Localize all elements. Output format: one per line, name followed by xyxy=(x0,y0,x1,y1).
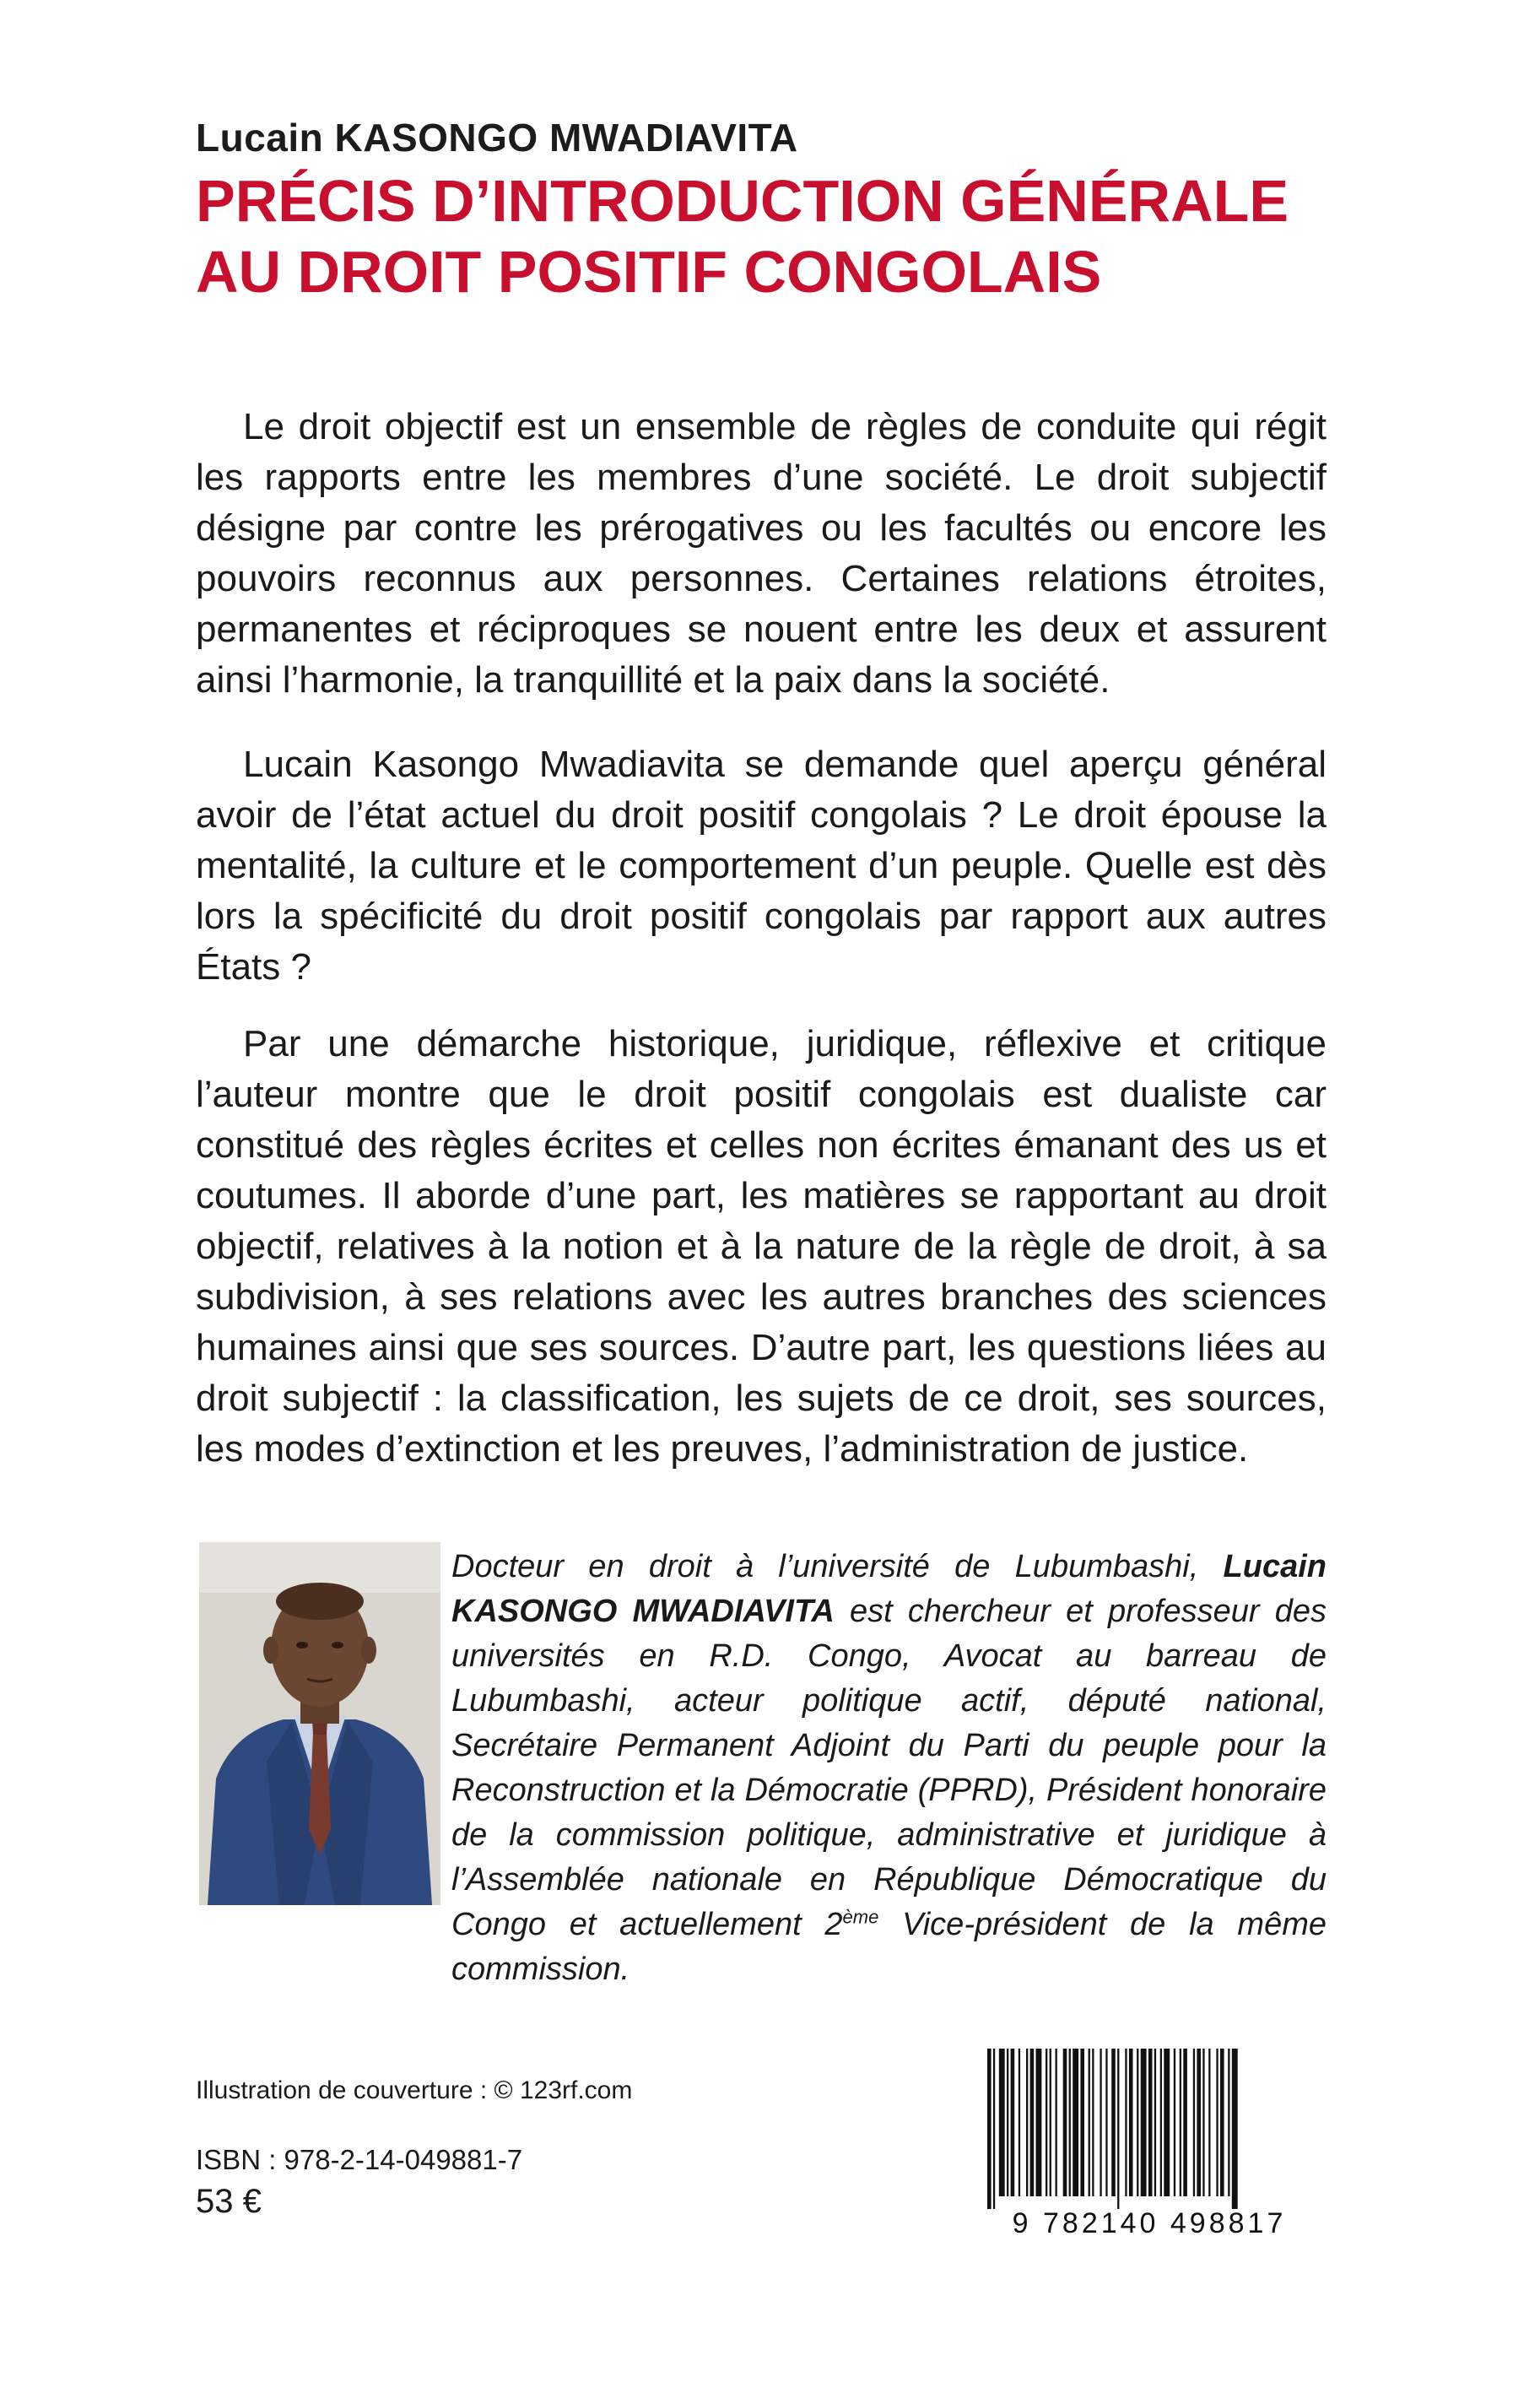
barcode-bar xyxy=(1030,2049,1035,2196)
barcode-bar xyxy=(1117,2049,1119,2209)
book-title xyxy=(196,165,1377,307)
blurb-paragraph-3: Par une démarche historique, juridique, réflexive et critique l’auteur montre que le droit positif congolais est dualiste car constitué des règles écrites et celles non écrites émanant des us et coutumes. Il aborde d’une part, les matières se rapportant au droit objectif, relatives à la notion et à la nature de la règle de droit, à sa subdivision, à ses relations avec les autres branches des sciences humaines ainsi que ses sources. D’autre part, les questions liées au droit subjectif : la classification, les sujets de ce droit, ses sources, les modes d’extinction et les preuves, l’administration de justice. xyxy=(196,1023,1327,1470)
barcode-bar xyxy=(1202,2049,1204,2196)
barcode-bar xyxy=(1160,2049,1162,2196)
cover-illustration-credit: Illustration de couverture : © 123rf.com xyxy=(196,2076,633,2104)
isbn: ISBN : 978-2-14-049881-7 xyxy=(196,2144,523,2175)
barcode-bar xyxy=(1026,2049,1028,2196)
barcode-bar xyxy=(993,2049,995,2209)
barcode-bar xyxy=(987,2049,992,2209)
barcode-bar xyxy=(1174,2049,1175,2196)
title-line-2: AU DROIT POSITIF CONGOLAIS xyxy=(196,239,1102,305)
barcode-bar xyxy=(1080,2049,1084,2196)
barcode-bar xyxy=(1154,2049,1156,2196)
author-bio xyxy=(451,1545,1327,1992)
barcode-bar xyxy=(1180,2049,1181,2196)
bio-superscript: ème xyxy=(842,1906,879,1928)
author-name: Lucain KASONGO MWADIAVITA xyxy=(196,116,798,160)
barcode-bar xyxy=(1193,2049,1195,2196)
title-line-1: PRÉCIS D’INTRODUCTION GÉNÉRALE xyxy=(196,168,1289,234)
barcode-graphic xyxy=(972,2049,1327,2239)
barcode-bar xyxy=(1208,2049,1210,2196)
barcode-bar xyxy=(1089,2049,1090,2196)
bio-intro: Docteur en droit à l’université de Lubumbashi, xyxy=(451,1549,1224,1584)
barcode-bar xyxy=(1011,2049,1015,2196)
barcode-bar xyxy=(1073,2049,1078,2196)
bio-tail: Vice-président de la même commission. xyxy=(451,1907,1327,1987)
barcode-bar xyxy=(1111,2049,1116,2196)
barcode-bar xyxy=(1232,2049,1238,2209)
barcode-bar xyxy=(1019,2049,1020,2196)
barcode xyxy=(972,2049,1327,2239)
barcode-bar xyxy=(1069,2049,1071,2196)
barcode-bar xyxy=(1092,2049,1094,2196)
barcode-bar xyxy=(1220,2049,1224,2196)
barcode-digits: 9 782140 498817 xyxy=(1012,2207,1287,2239)
blurb-paragraph-2: Lucain Kasongo Mwadiavita se demande quel aperçu général avoir de l’état actuel du droit positif congolais ? Le droit épouse la mentalité, la culture et le comportement d’un peuple. Quelle est dès lors la spécificité du droit positif congolais par rapport aux autres États ? xyxy=(196,744,1327,988)
barcode-bar xyxy=(1050,2049,1051,2196)
barcode-bar xyxy=(1100,2049,1101,2196)
barcode-bar xyxy=(1183,2049,1187,2196)
barcode-bar xyxy=(1197,2049,1201,2196)
barcode-bar xyxy=(1148,2049,1153,2196)
blurb-paragraph-1: Le droit objectif est un ensemble de règles de conduite qui régit les rapports entre les membres d’une société. Le droit subjectif désigne par contre les prérogatives ou les facultés ou encore les pouvoirs reconnus aux personnes. Certaines relations étroites, permanentes et réciproques se nouent entre les deux et assurent ainsi l’harmonie, la tranquillité et la paix dans la société. xyxy=(196,406,1327,701)
barcode-bar xyxy=(1164,2049,1170,2196)
barcode-bar xyxy=(1129,2049,1133,2196)
price: 53 € xyxy=(196,2183,262,2220)
barcode-bar xyxy=(1141,2049,1147,2196)
barcode-bar xyxy=(1056,2049,1057,2196)
barcode-bar xyxy=(1105,2049,1107,2196)
barcode-bar xyxy=(1125,2049,1127,2196)
author-photo xyxy=(199,1542,440,1905)
barcode-bar xyxy=(1063,2049,1067,2196)
barcode-bar xyxy=(999,2049,1005,2196)
barcode-bar xyxy=(1046,2049,1047,2196)
barcode-bar xyxy=(1137,2049,1138,2196)
barcode-bar xyxy=(1007,2049,1008,2196)
author-portrait-illustration xyxy=(199,1542,440,1905)
barcode-bar xyxy=(1036,2049,1042,2196)
bio-body: est chercheur et professeur des universités en R.D. Congo, Avocat au barreau de Lubumbashi, acteur politique actif, député national, Secrétaire Permanent Adjoint du Parti du peuple pour la Reconstruction et la Démocratie (PPRD), Président honoraire de la commission politique, administrative et juridique à l’Assemblée nationale en République Démocratique du Congo et actuellement 2 xyxy=(451,1594,1327,1942)
barcode-bar xyxy=(1228,2049,1229,2196)
bio-author-name: Lucain KASONGO MWADIAVITA xyxy=(451,1549,1327,1629)
barcode-bar xyxy=(1216,2049,1218,2196)
